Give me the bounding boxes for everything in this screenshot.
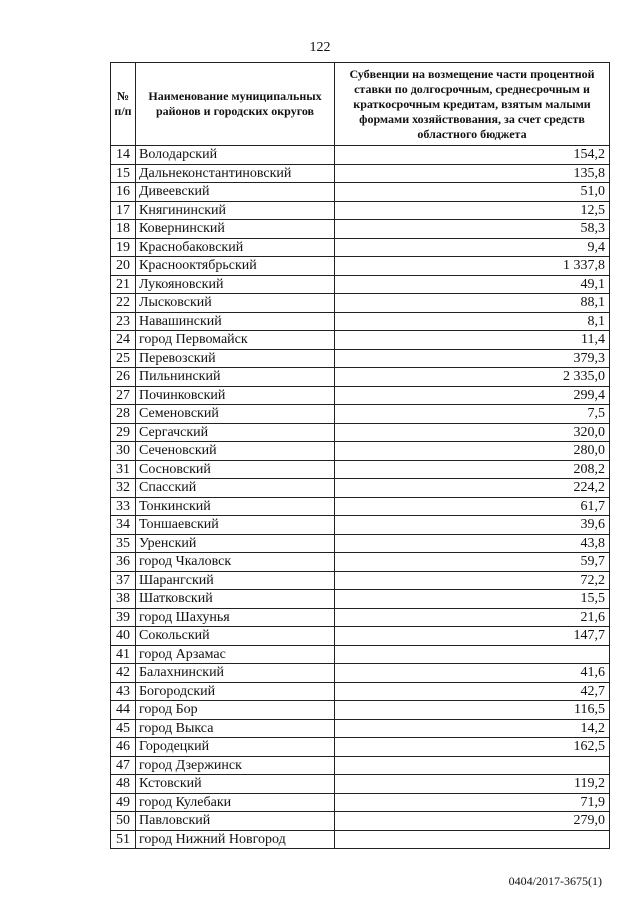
table-row (111, 146, 610, 165)
header-value: Субвенции на возмещение части процентной ставки по долгосрочным, среднесрочным и краткосрочным кредитам, взятым малыми формами хозяйствования, за счет средств областного бюджета (335, 63, 610, 146)
row-name-cell: Павловский (136, 812, 335, 831)
table-row (111, 294, 610, 313)
row-name-cell: Починковский (136, 386, 335, 405)
row-value-cell: 162,5 (335, 738, 610, 757)
table-row (111, 164, 610, 183)
row-name-cell: Тоншаевский (136, 516, 335, 535)
table-body (111, 146, 610, 849)
row-number-cell: 16 (111, 183, 136, 202)
table-row (111, 312, 610, 331)
row-number-cell: 18 (111, 220, 136, 239)
row-value-cell: 224,2 (335, 479, 610, 498)
row-name-cell: Тонкинский (136, 497, 335, 516)
table-row (111, 479, 610, 498)
table-row (111, 238, 610, 257)
table-row (111, 201, 610, 220)
row-name-cell: Краснооктябрьский (136, 257, 335, 276)
row-name-cell: Дальнеконстантиновский (136, 164, 335, 183)
table-row (111, 386, 610, 405)
row-number-cell: 34 (111, 516, 136, 535)
row-number-cell: 32 (111, 479, 136, 498)
row-number-cell: 19 (111, 238, 136, 257)
row-number-cell: 49 (111, 793, 136, 812)
row-name-cell: Богородский (136, 682, 335, 701)
row-number-cell: 38 (111, 590, 136, 609)
table-row (111, 553, 610, 572)
row-number-cell: 15 (111, 164, 136, 183)
row-name-cell: Шарангский (136, 571, 335, 590)
row-value-cell: 135,8 (335, 164, 610, 183)
row-value-cell (335, 645, 610, 664)
table-row (111, 257, 610, 276)
row-name-cell: Княгининский (136, 201, 335, 220)
row-value-cell: 280,0 (335, 442, 610, 461)
row-value-cell: 59,7 (335, 553, 610, 572)
row-name-cell: город Первомайск (136, 331, 335, 350)
row-number-cell: 40 (111, 627, 136, 646)
row-value-cell: 14,2 (335, 719, 610, 738)
row-number-cell: 20 (111, 257, 136, 276)
row-name-cell: Дивеевский (136, 183, 335, 202)
table-row (111, 627, 610, 646)
row-number-cell: 29 (111, 423, 136, 442)
row-value-cell: 15,5 (335, 590, 610, 609)
row-name-cell: город Нижний Новгород (136, 830, 335, 849)
row-number-cell: 30 (111, 442, 136, 461)
table-row (111, 405, 610, 424)
table-row (111, 423, 610, 442)
table-row (111, 183, 610, 202)
row-value-cell: 11,4 (335, 331, 610, 350)
row-number-cell: 37 (111, 571, 136, 590)
table-row (111, 497, 610, 516)
row-number-cell: 14 (111, 146, 136, 165)
row-name-cell: Сокольский (136, 627, 335, 646)
row-value-cell: 2 335,0 (335, 368, 610, 387)
row-value-cell: 119,2 (335, 775, 610, 794)
table-row (111, 349, 610, 368)
table-header-row (111, 63, 610, 146)
row-name-cell: Краснобаковский (136, 238, 335, 257)
row-name-cell: Навашинский (136, 312, 335, 331)
row-value-cell: 8,1 (335, 312, 610, 331)
table-row (111, 738, 610, 757)
row-number-cell: 28 (111, 405, 136, 424)
row-name-cell: Уренский (136, 534, 335, 553)
row-value-cell: 208,2 (335, 460, 610, 479)
table-row (111, 590, 610, 609)
row-value-cell: 42,7 (335, 682, 610, 701)
row-value-cell: 147,7 (335, 627, 610, 646)
row-number-cell: 33 (111, 497, 136, 516)
table-row (111, 460, 610, 479)
header-number: № п/п (111, 63, 136, 146)
subsidy-table (110, 62, 610, 849)
row-number-cell: 44 (111, 701, 136, 720)
table-row (111, 701, 610, 720)
row-number-cell: 51 (111, 830, 136, 849)
table-row (111, 220, 610, 239)
row-name-cell: город Бор (136, 701, 335, 720)
row-name-cell: Сергачский (136, 423, 335, 442)
row-name-cell: Лукояновский (136, 275, 335, 294)
row-number-cell: 41 (111, 645, 136, 664)
table-row (111, 534, 610, 553)
row-number-cell: 47 (111, 756, 136, 775)
table-row (111, 645, 610, 664)
row-value-cell: 51,0 (335, 183, 610, 202)
row-value-cell: 9,4 (335, 238, 610, 257)
row-number-cell: 24 (111, 331, 136, 350)
row-value-cell: 12,5 (335, 201, 610, 220)
row-value-cell: 320,0 (335, 423, 610, 442)
row-value-cell: 1 337,8 (335, 257, 610, 276)
row-value-cell: 61,7 (335, 497, 610, 516)
row-value-cell: 299,4 (335, 386, 610, 405)
row-value-cell: 72,2 (335, 571, 610, 590)
row-name-cell: Городецкий (136, 738, 335, 757)
page-number: 122 (309, 40, 331, 55)
row-name-cell: Спасский (136, 479, 335, 498)
document-code: 0404/2017-3675(1) (508, 874, 602, 888)
row-number-cell: 42 (111, 664, 136, 683)
row-number-cell: 31 (111, 460, 136, 479)
row-number-cell: 27 (111, 386, 136, 405)
row-name-cell: Володарский (136, 146, 335, 165)
row-value-cell: 279,0 (335, 812, 610, 831)
row-name-cell: город Выкса (136, 719, 335, 738)
row-value-cell: 379,3 (335, 349, 610, 368)
row-value-cell: 43,8 (335, 534, 610, 553)
table-row (111, 331, 610, 350)
row-number-cell: 50 (111, 812, 136, 831)
table-row (111, 775, 610, 794)
row-number-cell: 39 (111, 608, 136, 627)
row-number-cell: 26 (111, 368, 136, 387)
row-name-cell: Семеновский (136, 405, 335, 424)
row-name-cell: Пильнинский (136, 368, 335, 387)
row-value-cell: 154,2 (335, 146, 610, 165)
table-row (111, 830, 610, 849)
row-value-cell: 21,6 (335, 608, 610, 627)
row-value-cell: 49,1 (335, 275, 610, 294)
table-row (111, 793, 610, 812)
table-row (111, 571, 610, 590)
row-name-cell: Шатковский (136, 590, 335, 609)
table-row (111, 608, 610, 627)
row-number-cell: 48 (111, 775, 136, 794)
row-value-cell (335, 756, 610, 775)
row-value-cell (335, 830, 610, 849)
table-row (111, 812, 610, 831)
row-name-cell: город Шахунья (136, 608, 335, 627)
row-number-cell: 23 (111, 312, 136, 331)
row-value-cell: 58,3 (335, 220, 610, 239)
row-name-cell: Ковернинский (136, 220, 335, 239)
row-name-cell: город Арзамас (136, 645, 335, 664)
table-row (111, 719, 610, 738)
row-name-cell: Лысковский (136, 294, 335, 313)
row-name-cell: Сеченовский (136, 442, 335, 461)
row-number-cell: 22 (111, 294, 136, 313)
row-name-cell: Перевозский (136, 349, 335, 368)
row-value-cell: 41,6 (335, 664, 610, 683)
table-row (111, 756, 610, 775)
row-name-cell: Сосновский (136, 460, 335, 479)
row-number-cell: 45 (111, 719, 136, 738)
row-name-cell: Кстовский (136, 775, 335, 794)
table-row (111, 368, 610, 387)
row-number-cell: 35 (111, 534, 136, 553)
header-name: Наименование муниципальных районов и городских округов (136, 63, 335, 146)
row-value-cell: 71,9 (335, 793, 610, 812)
table-row (111, 516, 610, 535)
row-number-cell: 43 (111, 682, 136, 701)
row-number-cell: 36 (111, 553, 136, 572)
row-number-cell: 25 (111, 349, 136, 368)
row-name-cell: Балахнинский (136, 664, 335, 683)
row-value-cell: 39,6 (335, 516, 610, 535)
row-name-cell: город Дзержинск (136, 756, 335, 775)
table-row (111, 664, 610, 683)
row-name-cell: город Чкаловск (136, 553, 335, 572)
row-value-cell: 7,5 (335, 405, 610, 424)
row-number-cell: 17 (111, 201, 136, 220)
table-row (111, 682, 610, 701)
row-name-cell: город Кулебаки (136, 793, 335, 812)
row-value-cell: 116,5 (335, 701, 610, 720)
row-number-cell: 21 (111, 275, 136, 294)
row-number-cell: 46 (111, 738, 136, 757)
table-row (111, 275, 610, 294)
row-value-cell: 88,1 (335, 294, 610, 313)
table-row (111, 442, 610, 461)
